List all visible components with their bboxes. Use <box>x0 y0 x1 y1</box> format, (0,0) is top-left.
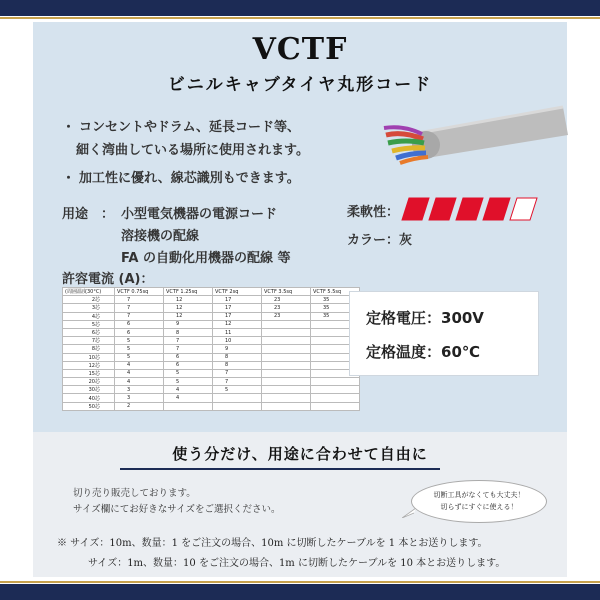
table-cell: 23 <box>262 312 311 320</box>
table-row <box>63 312 360 320</box>
table-cell: 15芯 <box>63 369 115 377</box>
table-cell: 30芯 <box>63 386 115 394</box>
table-cell: 12 <box>164 304 213 312</box>
table-header-cell: VCTF 1.25sq <box>164 288 213 296</box>
table-cell: 3 <box>115 394 164 402</box>
table-cell: 4 <box>115 369 164 377</box>
flex-segment-filled <box>402 198 429 220</box>
table-row <box>63 320 360 328</box>
usage-line-2: 溶接機の配線 <box>121 229 200 244</box>
table-cell: 7芯 <box>63 337 115 345</box>
table-cell: 6 <box>164 361 213 369</box>
table-cell: 4 <box>115 361 164 369</box>
bottom-gold-line <box>0 581 600 583</box>
product-title: VCTF <box>252 32 348 67</box>
table-header-cell: VCTF 0.75sq <box>115 288 164 296</box>
banner-underline <box>120 468 440 470</box>
feature-bullet-1 <box>62 116 300 139</box>
table-cell: 8 <box>213 361 262 369</box>
bottom-navy-bar <box>0 584 600 600</box>
table-cell: 5 <box>213 386 262 394</box>
table-cell: 10芯 <box>63 353 115 361</box>
table-cell <box>262 320 311 328</box>
table-cell: 11 <box>213 328 262 336</box>
table-cell <box>262 345 311 353</box>
feature-bullet-2 <box>62 167 300 190</box>
table-cell: 12 <box>164 296 213 304</box>
table-cell: 5 <box>115 345 164 353</box>
table-cell: 8 <box>213 353 262 361</box>
table-cell <box>164 402 213 410</box>
order-note-1: ※ サイズ：10m、数量：1 をご注文の場合、10m に切断したケーブルを 1 本とお送りします。 <box>57 538 488 549</box>
table-cell: 12 <box>164 312 213 320</box>
bubble-text-1: 切断工具がなくても大丈夫！ <box>433 491 525 499</box>
table-header-row <box>63 288 360 296</box>
table-cell: 4 <box>164 394 213 402</box>
table-cell <box>262 402 311 410</box>
flex-segment-empty <box>510 198 537 220</box>
table-cell: 2芯 <box>63 296 115 304</box>
table-cell: 8 <box>164 328 213 336</box>
table-cell <box>262 378 311 386</box>
table-cell: 7 <box>115 296 164 304</box>
usage-line-1: 小型電気機器の電源コード <box>121 207 278 222</box>
table-row <box>63 361 360 369</box>
table-cell: 3芯 <box>63 304 115 312</box>
table-cell: 2 <box>115 402 164 410</box>
spec-box <box>349 291 539 376</box>
cut-text-1: 切り売り販売しております。 <box>73 488 196 499</box>
table-cell <box>262 353 311 361</box>
table-cell: 7 <box>213 378 262 386</box>
table-cell <box>262 386 311 394</box>
current-table <box>62 287 360 411</box>
table-cell: 35 <box>311 312 360 320</box>
table-cell: 6芯 <box>63 328 115 336</box>
color-label: カラー：灰 <box>347 233 413 248</box>
feature-text-1: コンセントやドラム、延長コード等、 <box>79 120 301 135</box>
table-cell: 23 <box>262 304 311 312</box>
table-header-cell: (周囲温度30°C) <box>63 288 115 296</box>
table-cell: 7 <box>115 312 164 320</box>
table-header-cell: VCTF 3.5sq <box>262 288 311 296</box>
table-cell: 17 <box>213 296 262 304</box>
table-row <box>63 296 360 304</box>
top-gold-line <box>0 17 600 19</box>
table-header-cell: VCTF 2sq <box>213 288 262 296</box>
table-cell: 9 <box>164 320 213 328</box>
table-cell: 5 <box>115 337 164 345</box>
table-cell: 9 <box>213 345 262 353</box>
table-row <box>63 328 360 336</box>
bullet-dot: ・ <box>62 120 76 135</box>
table-cell: 5 <box>164 378 213 386</box>
table-row <box>63 353 360 361</box>
table-cell: 10 <box>213 337 262 345</box>
table-cell <box>311 402 360 410</box>
table-cell: 5芯 <box>63 320 115 328</box>
rated-voltage: 定格電圧：300V <box>366 309 484 327</box>
table-cell <box>262 394 311 402</box>
table-cell <box>311 386 360 394</box>
table-cell: 17 <box>213 304 262 312</box>
feature-bullet-1-cont: 細く湾曲している場所に使用されます。 <box>76 143 309 158</box>
table-cell: 7 <box>115 304 164 312</box>
product-subtitle: ビニルキャブタイヤ丸形コード <box>167 75 433 95</box>
flexibility-meter <box>398 197 538 221</box>
table-cell: 50芯 <box>63 402 115 410</box>
table-cell: 12芯 <box>63 361 115 369</box>
flex-segment-filled <box>483 198 510 220</box>
table-cell: 23 <box>262 296 311 304</box>
table-cell: 35 <box>311 304 360 312</box>
table-header-cell: VCTF 5.5sq <box>311 288 360 296</box>
table-cell: 3 <box>115 386 164 394</box>
table-cell: 17 <box>213 312 262 320</box>
table-row <box>63 304 360 312</box>
table-cell: 5 <box>115 353 164 361</box>
table-cell <box>262 337 311 345</box>
cut-text-2: サイズ欄にてお好きなサイズをご選択ください。 <box>73 504 281 515</box>
order-note-2: サイズ：1m、数量：10 をご注文の場合、1m に切断したケーブルを 10 本とお送りします。 <box>88 558 506 569</box>
table-cell: 40芯 <box>63 394 115 402</box>
table-cell: 7 <box>213 369 262 377</box>
table-cell: 20芯 <box>63 378 115 386</box>
table-cell: 8芯 <box>63 345 115 353</box>
table-row <box>63 378 360 386</box>
table-cell: 6 <box>164 353 213 361</box>
table-cell <box>262 369 311 377</box>
table-cell <box>262 328 311 336</box>
table-cell <box>213 402 262 410</box>
table-cell: 7 <box>164 337 213 345</box>
table-cell: 7 <box>164 345 213 353</box>
table-row <box>63 345 360 353</box>
flex-segment-filled <box>429 198 456 220</box>
table-cell <box>311 378 360 386</box>
table-cell <box>311 394 360 402</box>
table-row <box>63 394 360 402</box>
top-navy-bar <box>0 0 600 16</box>
table-row <box>63 386 360 394</box>
feature-text-2: 加工性に優れ、線芯識別もできます。 <box>79 171 300 186</box>
table-cell <box>213 394 262 402</box>
table-row <box>63 337 360 345</box>
bubble-text-2: 切らずにすぐに使える！ <box>440 503 518 511</box>
usage-line-3: FA の自動化用機器の配線 等 <box>121 251 291 266</box>
table-cell: 4芯 <box>63 312 115 320</box>
current-label: 許容電流 (A)： <box>62 272 154 287</box>
table-cell: 6 <box>115 320 164 328</box>
table-cell: 5 <box>164 369 213 377</box>
cut-banner: 使う分だけ、用途に合わせて自由に <box>172 445 428 463</box>
table-cell: 35 <box>311 296 360 304</box>
rated-temperature: 定格温度：60℃ <box>366 343 481 361</box>
table-cell: 6 <box>115 328 164 336</box>
flex-segment-filled <box>456 198 483 220</box>
flexibility-label: 柔軟性： <box>347 205 400 220</box>
table-cell: 4 <box>115 378 164 386</box>
table-cell: 4 <box>164 386 213 394</box>
table-cell <box>262 361 311 369</box>
table-row <box>63 369 360 377</box>
table-row <box>63 402 360 410</box>
table-cell: 12 <box>213 320 262 328</box>
usage-label: 用途 ： <box>62 207 115 222</box>
bullet-dot: ・ <box>62 171 76 186</box>
cable-image <box>378 95 568 175</box>
